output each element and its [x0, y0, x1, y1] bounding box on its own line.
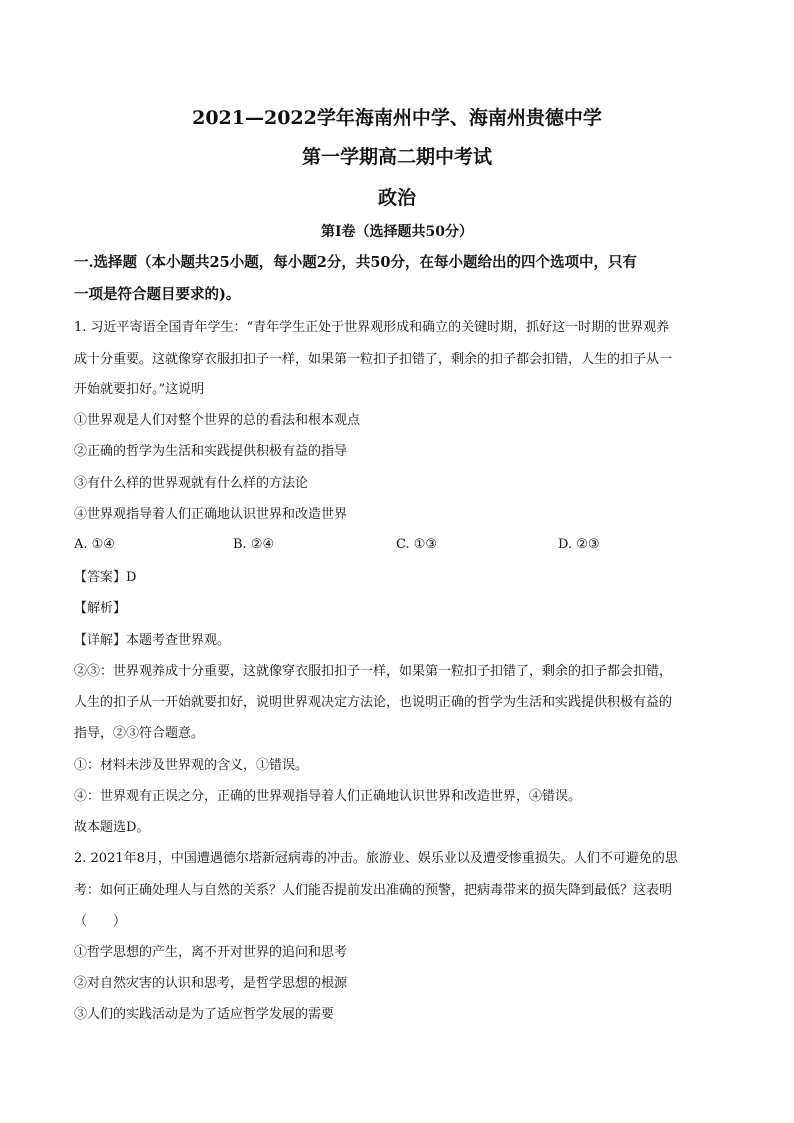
q1-option-c: C. ①③: [396, 537, 438, 552]
q1-option-d: D. ②③: [558, 537, 600, 552]
q1-stem-line1: 1. 习近平寄语全国青年学生：“青年学生正处于世界观形成和确立的关键时期，抓好这一时期的世界观养: [74, 320, 670, 335]
q2-stem-line2: 考：如何正确处理人与自然的关系？人们能否提前发出准确的预警，把病毒带来的损失降到最低？这表明: [74, 883, 673, 898]
q2-item-2: ②对自然灾害的认识和思考，是哲学思想的根源: [74, 976, 348, 991]
instructions-line1: 一.选择题（本小题共25小题，每小题2分，共50分，在每小题给出的四个选项中，只有: [74, 254, 637, 271]
q1-item-2: ②正确的哲学为生活和实践提供积极有益的指导: [74, 444, 348, 459]
detail-text: 本题考查世界观。: [126, 633, 231, 648]
q1-item-4: ④世界观指导着人们正确地认识世界和改造世界: [74, 507, 348, 522]
q2-item-3: ③人们的实践活动是为了适应哲学发展的需要: [74, 1007, 335, 1022]
q1-answer: [74, 568, 724, 588]
q1-explanation-2: ①：材料未涉及世界观的含义，①错误。: [74, 758, 309, 773]
q1-detail: [74, 631, 724, 651]
q1-option-a: A. ①④: [74, 537, 115, 552]
q1-explanation-line1: ②③：世界观养成十分重要，这就像穿衣服扣扣子一样，如果第一粒扣子扣错了，剩余的扣子都会扣错，: [74, 664, 673, 679]
q2-stem-line3: （ ）: [74, 914, 127, 929]
q1-explanation-3: ④：世界观有正误之分，正确的世界观指导着人们正确地认识世界和改造世界，④错误。: [74, 789, 582, 804]
q1-conclusion: 故本题选D。: [74, 820, 150, 835]
q1-analysis-tag: 【解析】: [74, 601, 127, 616]
q2-item-1: ①哲学思想的产生，离不开对世界的追问和思考: [74, 945, 348, 960]
answer-tag: 【答案】: [74, 570, 127, 585]
detail-tag: 【详解】: [74, 633, 127, 648]
subject-title: 政治: [377, 187, 416, 209]
exam-title-line1: 2021—2022学年海南州中学、海南州贵德中学: [192, 107, 602, 129]
instructions-line2: 一项是符合题目要求的)。: [74, 286, 241, 303]
section-title: 第Ⅰ卷（选择题共50分）: [320, 224, 474, 240]
q1-explanation-line3: 指导，②③符合题意。: [74, 726, 205, 741]
q1-explanation-line2: 人生的扣子从一开始就要扣好，说明世界观决定方法论，也说明正确的哲学为生活和实践提供积极有益的: [74, 695, 673, 710]
q1-stem-line2: 成十分重要。这就像穿衣服扣扣子一样，如果第一粒扣子扣错了，剩余的扣子都会扣错，人生的扣子从一: [74, 352, 673, 367]
q1-item-1: ①世界观是人们对整个世界的总的看法和根本观点: [74, 413, 361, 428]
exam-title-line2: 第一学期高二期中考试: [301, 146, 492, 168]
q2-stem-line1: 2. 2021年8月，中国遭遇德尔塔新冠病毒的冲击。旅游业、娱乐业以及遭受惨重损失。人们不可避免的思: [74, 851, 678, 866]
q1-stem-line3: 开始就要扣好。”这说明: [74, 382, 205, 397]
answer-value: D: [126, 570, 137, 585]
q1-item-3: ③有什么样的世界观就有什么样的方法论: [74, 476, 309, 491]
q1-option-b: B. ②④: [233, 537, 275, 552]
